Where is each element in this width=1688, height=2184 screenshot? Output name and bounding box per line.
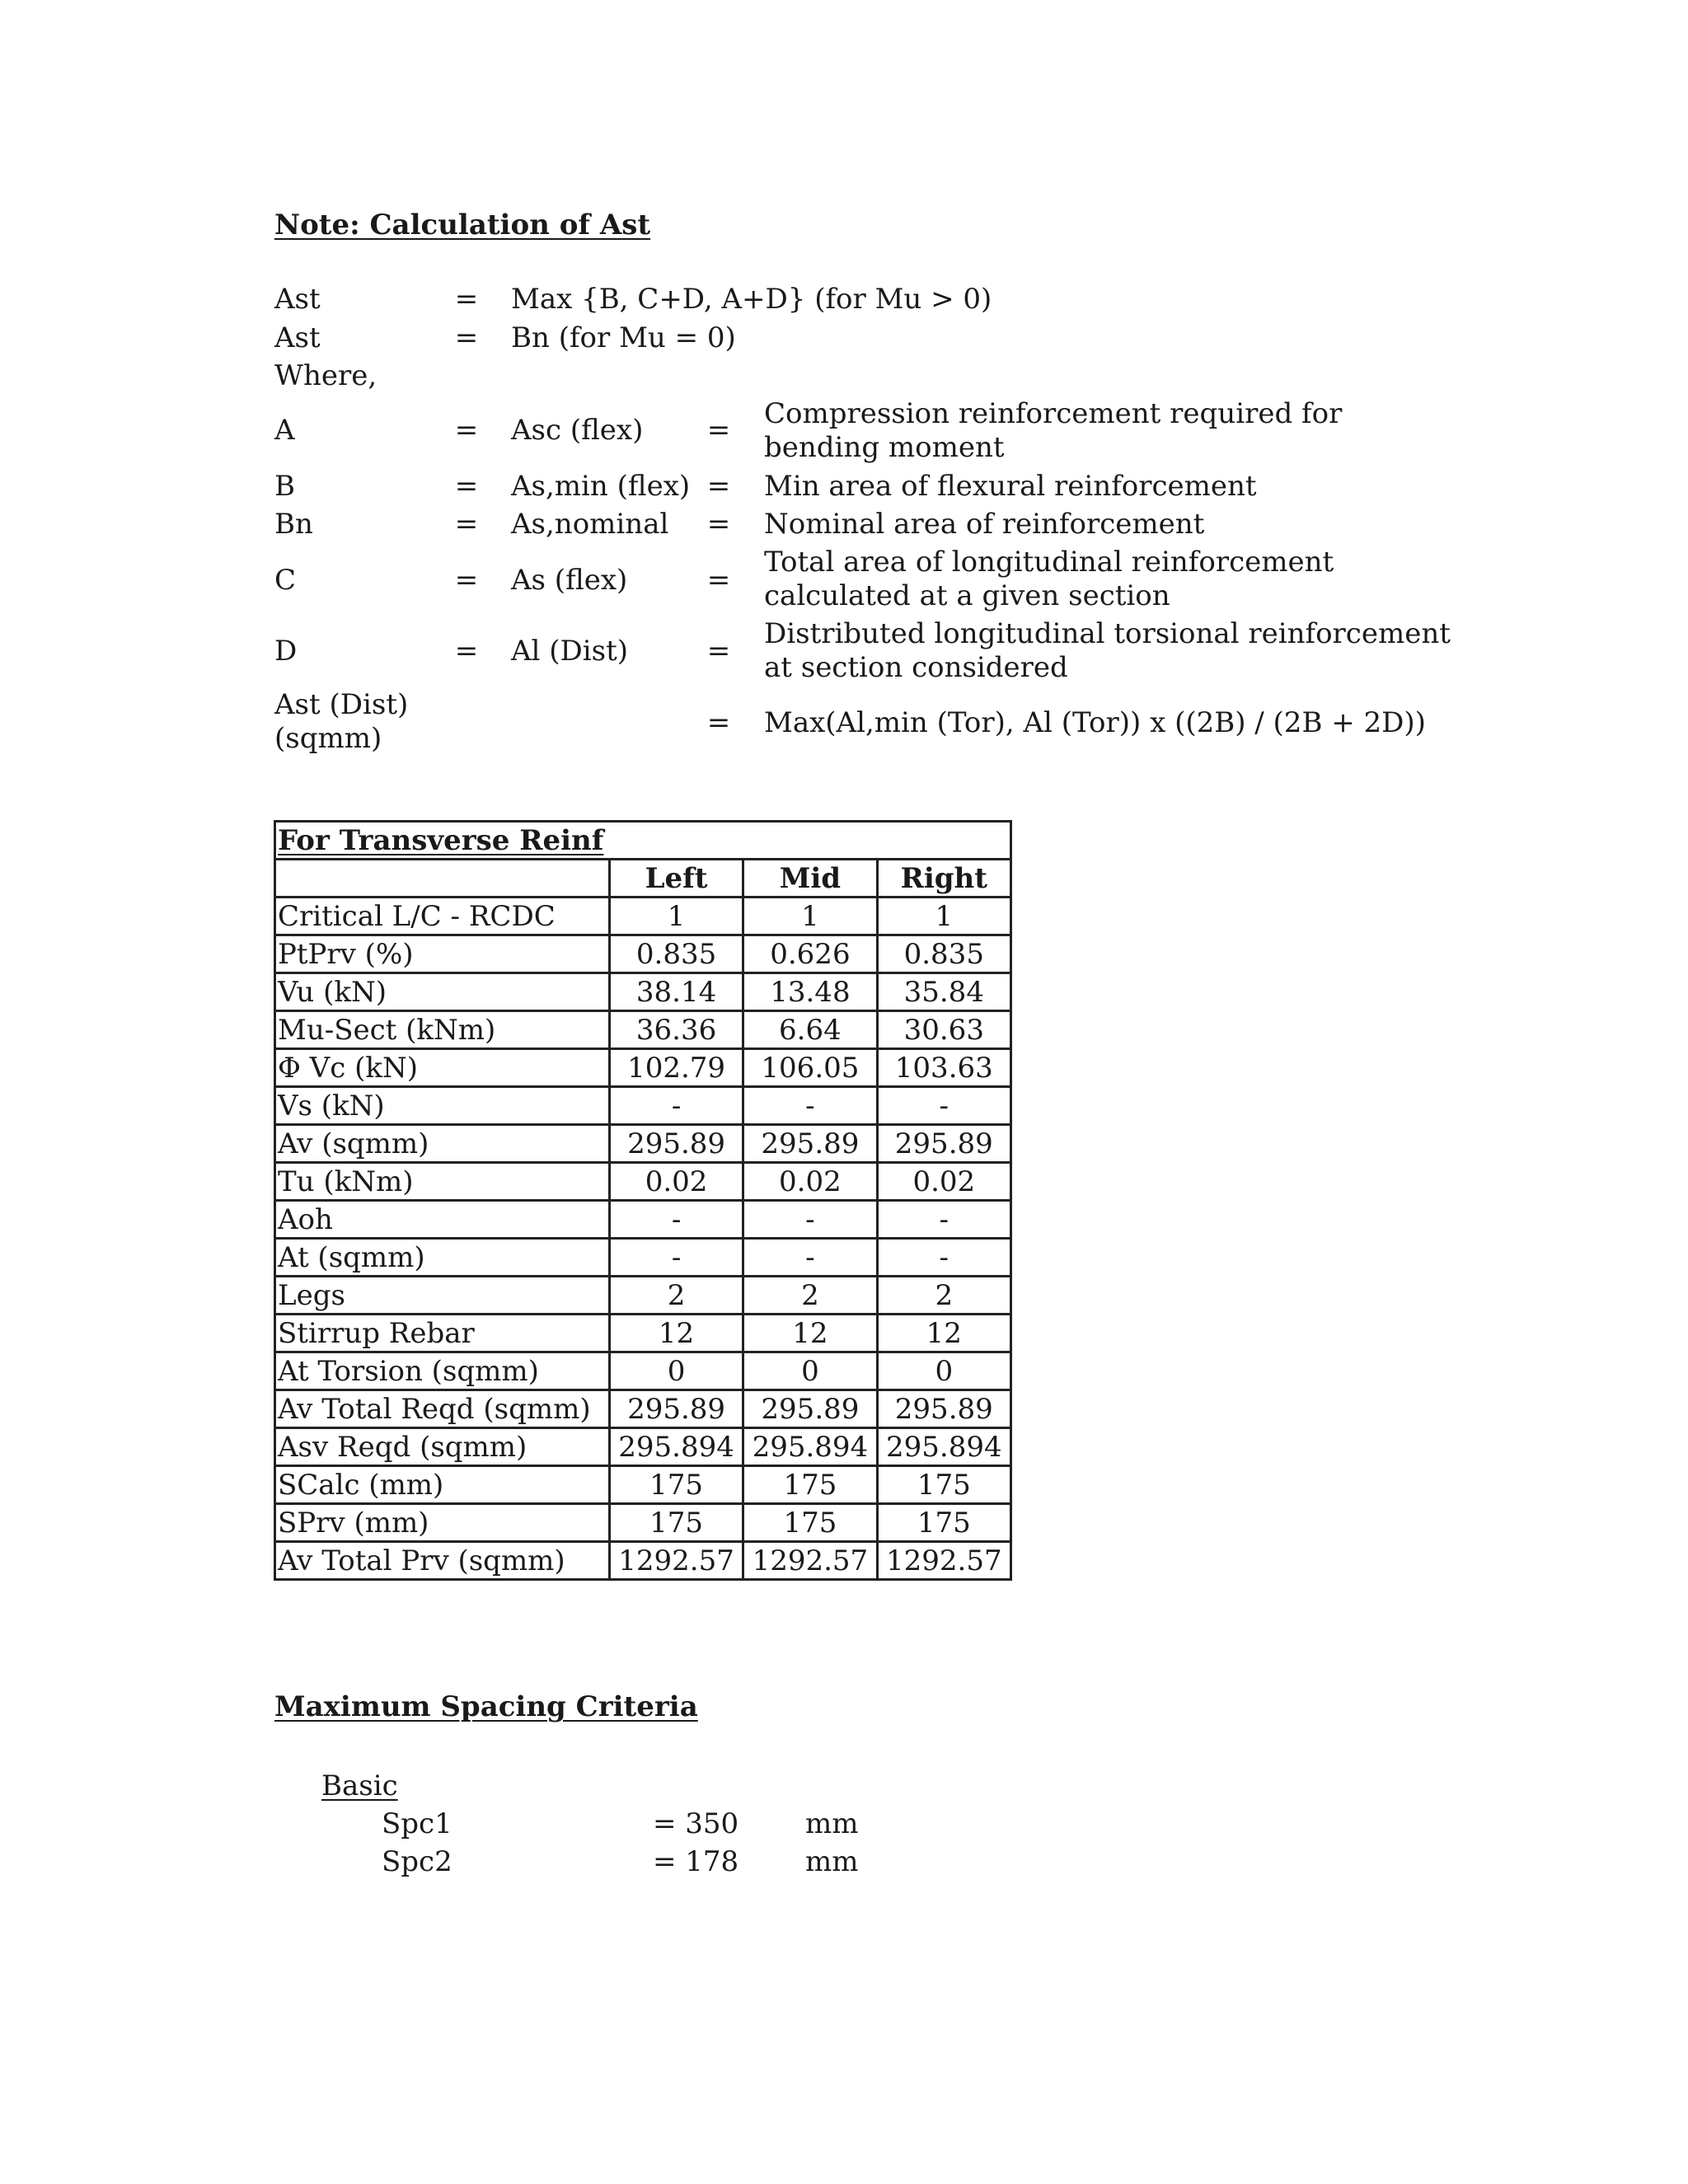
cell-right: - <box>877 1201 1010 1239</box>
equals-sign: = <box>454 321 479 354</box>
row-label: Vu (kN) <box>275 973 610 1011</box>
def-symbol: A <box>274 414 295 447</box>
spacing-title: Maximum Spacing Criteria <box>274 1690 698 1723</box>
cell-left: 0 <box>609 1352 743 1390</box>
spacing-unit: mm <box>805 1845 859 1878</box>
cell-mid: 295.89 <box>743 1125 877 1163</box>
ast-formula-1: Max {B, C+D, A+D} (for Mu > 0) <box>511 283 992 316</box>
ast-label-1: Ast <box>274 283 321 316</box>
def-description: Nominal area of reinforcement <box>764 508 1205 541</box>
equals-sign: = <box>454 414 479 447</box>
cell-right: 175 <box>877 1504 1010 1542</box>
table-row <box>275 1201 1011 1239</box>
spacing-value: = 350 <box>653 1807 739 1840</box>
def-symbol: Bn <box>274 508 313 541</box>
row-label: At (sqmm) <box>275 1239 610 1277</box>
cell-mid: 6.64 <box>743 1011 877 1049</box>
row-label: Aoh <box>275 1201 610 1239</box>
table-row <box>275 1239 1011 1277</box>
spacing-subtitle: Basic <box>321 1769 398 1802</box>
table-row <box>275 1163 1011 1201</box>
cell-left: 0.02 <box>609 1163 743 1201</box>
ast-label-2: Ast <box>274 321 321 354</box>
table-row <box>275 1125 1011 1163</box>
table-row <box>275 1466 1011 1504</box>
equals-sign: = <box>706 564 731 597</box>
table-row <box>275 898 1011 935</box>
cell-right: 12 <box>877 1315 1010 1352</box>
equals-sign: = <box>706 635 731 668</box>
cell-right: 30.63 <box>877 1011 1010 1049</box>
def-expression: Asc (flex) <box>511 414 644 447</box>
row-label: Mu-Sect (kNm) <box>275 1011 610 1049</box>
equals-sign: = <box>454 283 479 316</box>
cell-left: 295.89 <box>609 1125 743 1163</box>
cell-right: 103.63 <box>877 1049 1010 1087</box>
row-label: PtPrv (%) <box>275 935 610 973</box>
def-expression: Al (Dist) <box>511 635 629 668</box>
def-expression: As,min (flex) <box>511 470 691 503</box>
cell-right: 35.84 <box>877 973 1010 1011</box>
cell-mid: 106.05 <box>743 1049 877 1087</box>
cell-right: 295.894 <box>877 1428 1010 1466</box>
row-label: Av Total Reqd (sqmm) <box>275 1390 610 1428</box>
row-label: Φ Vc (kN) <box>275 1049 610 1087</box>
cell-right: - <box>877 1239 1010 1277</box>
spacing-value: = 178 <box>653 1845 739 1878</box>
cell-left: 36.36 <box>609 1011 743 1049</box>
cell-right: 0 <box>877 1352 1010 1390</box>
cell-mid: 1 <box>743 898 877 935</box>
cell-mid: - <box>743 1239 877 1277</box>
row-label: Stirrup Rebar <box>275 1315 610 1352</box>
table-caption: For Transverse Reinf <box>275 822 1011 860</box>
table-row <box>275 1542 1011 1580</box>
ast-dist-label: Ast (Dist) <box>274 688 409 721</box>
equals-sign: = <box>706 470 731 503</box>
cell-left: 102.79 <box>609 1049 743 1087</box>
def-symbol: C <box>274 564 297 597</box>
def-description: Distributed longitudinal torsional reinforcement <box>764 617 1451 650</box>
where-label: Where, <box>274 359 377 392</box>
cell-right: 2 <box>877 1277 1010 1315</box>
equals-sign: = <box>454 635 479 668</box>
cell-right: 1292.57 <box>877 1542 1010 1580</box>
row-label: Av (sqmm) <box>275 1125 610 1163</box>
cell-left: 295.894 <box>609 1428 743 1466</box>
equals-sign: = <box>706 508 731 541</box>
table-row <box>275 1504 1011 1542</box>
spacing-name: Spc2 <box>382 1845 452 1878</box>
table-row <box>275 1277 1011 1315</box>
header-blank-cell <box>275 860 610 898</box>
ast-dist-unit: (sqmm) <box>274 722 382 755</box>
cell-left: 2 <box>609 1277 743 1315</box>
cell-right: 295.89 <box>877 1125 1010 1163</box>
cell-left: 295.89 <box>609 1390 743 1428</box>
cell-left: 1292.57 <box>609 1542 743 1580</box>
def-symbol: D <box>274 635 298 668</box>
equals-sign: = <box>454 508 479 541</box>
cell-mid: 0.02 <box>743 1163 877 1201</box>
table-row <box>275 1352 1011 1390</box>
cell-left: 38.14 <box>609 973 743 1011</box>
def-expression: As (flex) <box>511 564 628 597</box>
cell-left: 175 <box>609 1504 743 1542</box>
ast-dist-formula: Max(Al,min (Tor), Al (Tor)) x ((2B) / (2B + 2D)) <box>764 706 1426 739</box>
cell-mid: 175 <box>743 1504 877 1542</box>
table-row <box>275 1011 1011 1049</box>
cell-right: 0.835 <box>877 935 1010 973</box>
def-symbol: B <box>274 470 295 503</box>
cell-left: 1 <box>609 898 743 935</box>
row-label: Critical L/C - RCDC <box>275 898 610 935</box>
row-label: SPrv (mm) <box>275 1504 610 1542</box>
cell-mid: 2 <box>743 1277 877 1315</box>
cell-left: 0.835 <box>609 935 743 973</box>
cell-mid: 13.48 <box>743 973 877 1011</box>
ast-formula-2: Bn (for Mu = 0) <box>511 321 736 354</box>
cell-mid: 295.894 <box>743 1428 877 1466</box>
cell-mid: - <box>743 1087 877 1125</box>
cell-mid: 12 <box>743 1315 877 1352</box>
header-left: Left <box>609 860 743 898</box>
spacing-unit: mm <box>805 1807 859 1840</box>
cell-left: - <box>609 1239 743 1277</box>
cell-right: 1 <box>877 898 1010 935</box>
def-description-cont: at section considered <box>764 651 1068 684</box>
cell-right: 175 <box>877 1466 1010 1504</box>
row-label: Vs (kN) <box>275 1087 610 1125</box>
cell-mid: - <box>743 1201 877 1239</box>
row-label: Av Total Prv (sqmm) <box>275 1542 610 1580</box>
cell-left: 175 <box>609 1466 743 1504</box>
cell-mid: 0 <box>743 1352 877 1390</box>
transverse-reinf-table <box>274 820 1012 1581</box>
equals-sign: = <box>706 706 731 739</box>
cell-right: 0.02 <box>877 1163 1010 1201</box>
cell-left: 12 <box>609 1315 743 1352</box>
def-description-cont: bending moment <box>764 431 1005 464</box>
table-row <box>275 935 1011 973</box>
def-description: Total area of longitudinal reinforcement <box>764 546 1334 579</box>
row-label: Legs <box>275 1277 610 1315</box>
cell-left: - <box>609 1201 743 1239</box>
cell-right: - <box>877 1087 1010 1125</box>
table-row <box>275 1049 1011 1087</box>
row-label: At Torsion (sqmm) <box>275 1352 610 1390</box>
header-mid: Mid <box>743 860 877 898</box>
def-description: Min area of flexural reinforcement <box>764 470 1257 503</box>
equals-sign: = <box>454 470 479 503</box>
note-title: Note: Calculation of Ast <box>274 209 651 241</box>
row-label: Tu (kNm) <box>275 1163 610 1201</box>
cell-right: 295.89 <box>877 1390 1010 1428</box>
def-description: Compression reinforcement required for <box>764 397 1343 430</box>
def-expression: As,nominal <box>511 508 669 541</box>
header-right: Right <box>877 860 1010 898</box>
table-row <box>275 1315 1011 1352</box>
def-description-cont: calculated at a given section <box>764 579 1170 612</box>
table-row <box>275 1087 1011 1125</box>
cell-mid: 0.626 <box>743 935 877 973</box>
cell-mid: 175 <box>743 1466 877 1504</box>
table-row <box>275 1390 1011 1428</box>
cell-mid: 295.89 <box>743 1390 877 1428</box>
row-label: Asv Reqd (sqmm) <box>275 1428 610 1466</box>
cell-mid: 1292.57 <box>743 1542 877 1580</box>
equals-sign: = <box>454 564 479 597</box>
cell-left: - <box>609 1087 743 1125</box>
equals-sign: = <box>706 414 731 447</box>
spacing-name: Spc1 <box>382 1807 452 1840</box>
table-row <box>275 973 1011 1011</box>
row-label: SCalc (mm) <box>275 1466 610 1504</box>
table-row <box>275 1428 1011 1466</box>
